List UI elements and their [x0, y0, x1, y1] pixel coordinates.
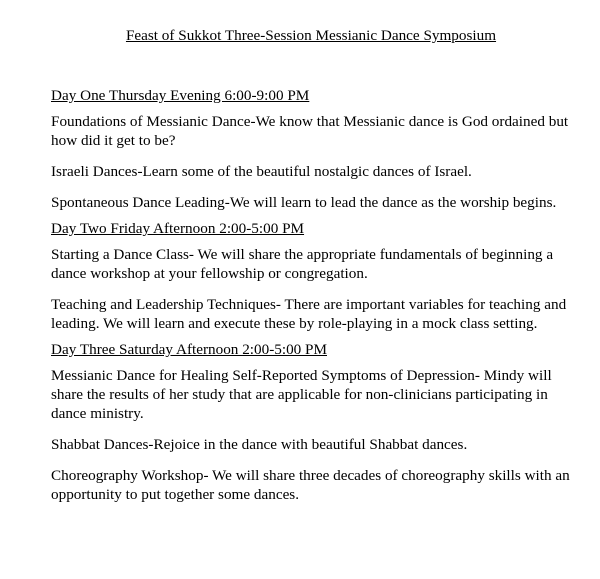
session-item: Spontaneous Dance Leading-We will learn to lead the dance as the worship begins.: [51, 194, 557, 211]
session-item: Israeli Dances-Learn some of the beautiful nostalgic dances of Israel.: [51, 163, 472, 180]
document-body: [51, 26, 571, 504]
session-item: Choreography Workshop- We will share three decades of choreography skills with an opportunity to put together some dances.: [51, 467, 570, 503]
session-heading-day-one: Day One Thursday Evening 6:00-9:00 PM: [51, 87, 310, 104]
session-heading-day-two: Day Two Friday Afternoon 2:00-5:00 PM: [51, 220, 305, 237]
session-item: Starting a Dance Class- We will share the appropriate fundamentals of beginning a dance workshop at your fellowship or congregation.: [51, 246, 554, 282]
session-item: Foundations of Messianic Dance-We know that Messianic dance is God ordained but how did it get to be?: [51, 113, 569, 149]
session-item: Teaching and Leadership Techniques- There are important variables for teaching and leading. We will learn and execute these by role-playing in a mock class setting.: [51, 296, 567, 332]
document-title: Feast of Sukkot Three-Session Messianic Dance Symposium: [125, 27, 497, 44]
session-item: Messianic Dance for Healing Self-Reported Symptoms of Depression- Mindy will share the results of her study that are applicable for non-clinicians participating in dance ministry.: [51, 367, 552, 422]
session-heading-day-three: Day Three Saturday Afternoon 2:00-5:00 PM: [51, 341, 327, 358]
session-item: Shabbat Dances-Rejoice in the dance with beautiful Shabbat dances.: [51, 436, 468, 453]
